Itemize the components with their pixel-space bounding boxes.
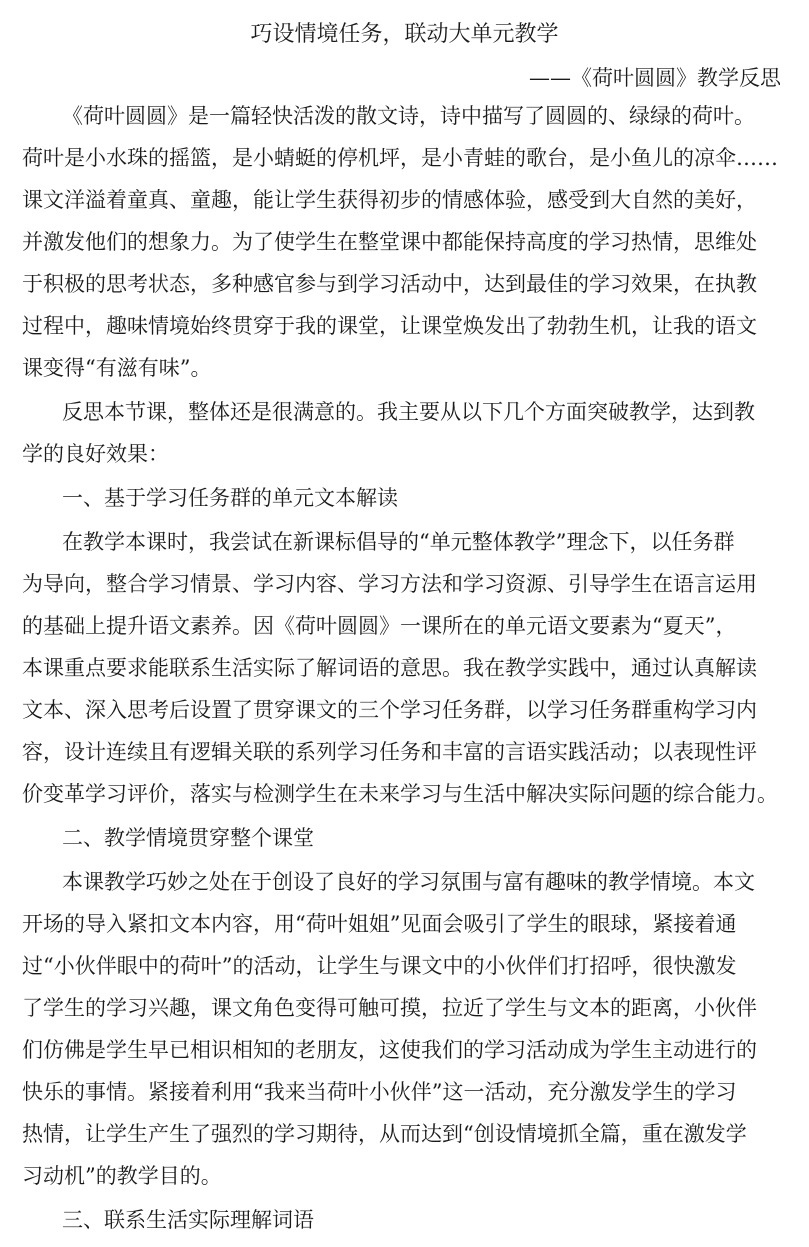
section-heading-3: 三、联系生活实际理解词语: [62, 1208, 314, 1232]
paragraph-line: 于积极的思考状态，多种感官参与到学习活动中，达到最佳的学习效果，在执教: [22, 272, 757, 296]
paragraph-line: 本课教学巧妙之处在于创设了良好的学习氛围与富有趣味的教学情境。本文: [62, 870, 755, 894]
paragraph-line: 并激发他们的想象力。为了使学生在整堂课中都能保持高度的学习热情，思维处: [22, 230, 757, 254]
paragraph-line: 们仿佛是学生早已相识相知的老朋友，这使我们的学习活动成为学生主动进行的: [22, 1038, 757, 1062]
paragraph-line: 快乐的事情。紧接着利用“我来当荷叶小伙伴”这一活动，充分激发学生的学习: [22, 1080, 737, 1104]
section-heading-1: 一、基于学习任务群的单元文本解读: [62, 486, 398, 510]
section-heading-2: 二、教学情境贯穿整个课堂: [62, 826, 314, 850]
paragraph-line: 学的良好效果：: [22, 442, 169, 466]
paragraph-line: 在教学本课时，我尝试在新课标倡导的“单元整体教学”理念下，以任务群: [62, 530, 735, 554]
paragraph-line: 课变得“有滋有味”。: [22, 356, 212, 380]
paragraph-line: 荷叶是小水珠的摇篮，是小蜻蜓的停机坪，是小青蛙的歌台，是小鱼儿的凉伞……: [22, 146, 778, 170]
paragraph-line: 习动机”的教学目的。: [22, 1164, 222, 1188]
paragraph-line: 容，设计连续且有逻辑关联的系列学习任务和丰富的言语实践活动；以表现性评: [22, 740, 757, 764]
paragraph-line: 反思本节课，整体还是很满意的。我主要从以下几个方面突破教学，达到教: [62, 400, 755, 424]
paragraph-line: 过“小伙伴眼中的荷叶”的活动，让学生与课文中的小伙伴们打招呼，很快激发: [22, 954, 737, 978]
paragraph-line: 价变革学习评价，落实与检测学生在未来学习与生活中解决实际问题的综合能力。: [22, 782, 778, 806]
paragraph-line: 为导向，整合学习情景、学习内容、学习方法和学习资源、引导学生在语言运用: [22, 572, 757, 596]
paragraph-line: 过程中，趣味情境始终贯穿于我的课堂，让课堂焕发出了勃勃生机，让我的语文: [22, 314, 757, 338]
paragraph-line: 的基础上提升语文素养。因《荷叶圆圆》一课所在的单元语文要素为“夏天”，: [22, 614, 737, 638]
paragraph-line: 《荷叶圆圆》是一篇轻快活泼的散文诗，诗中描写了圆圆的、绿绿的荷叶。: [62, 104, 755, 128]
paragraph-line: 本课重点要求能联系生活实际了解词语的意思。我在教学实践中，通过认真解读: [22, 656, 757, 680]
paragraph-line: 了学生的学习兴趣，课文角色变得可触可摸，拉近了学生与文本的距离，小伙伴: [22, 996, 757, 1020]
document-subtitle: ——《荷叶圆圆》教学反思: [529, 66, 781, 90]
paragraph-line: 文本、深入思考后设置了贯穿课文的三个学习任务群，以学习任务群重构学习内: [22, 698, 757, 722]
paragraph-line: 开场的导入紧扣文本内容，用“荷叶姐姐”见面会吸引了学生的眼球，紧接着通: [22, 912, 737, 936]
document-title: 巧设情境任务，联动大单元教学: [250, 22, 559, 47]
paragraph-line: 课文洋溢着童真、童趣，能让学生获得初步的情感体验，感受到大自然的美好，: [22, 188, 757, 212]
paragraph-line: 热情，让学生产生了强烈的学习期待，从而达到“创设情境抓全篇，重在激发学: [22, 1122, 747, 1146]
